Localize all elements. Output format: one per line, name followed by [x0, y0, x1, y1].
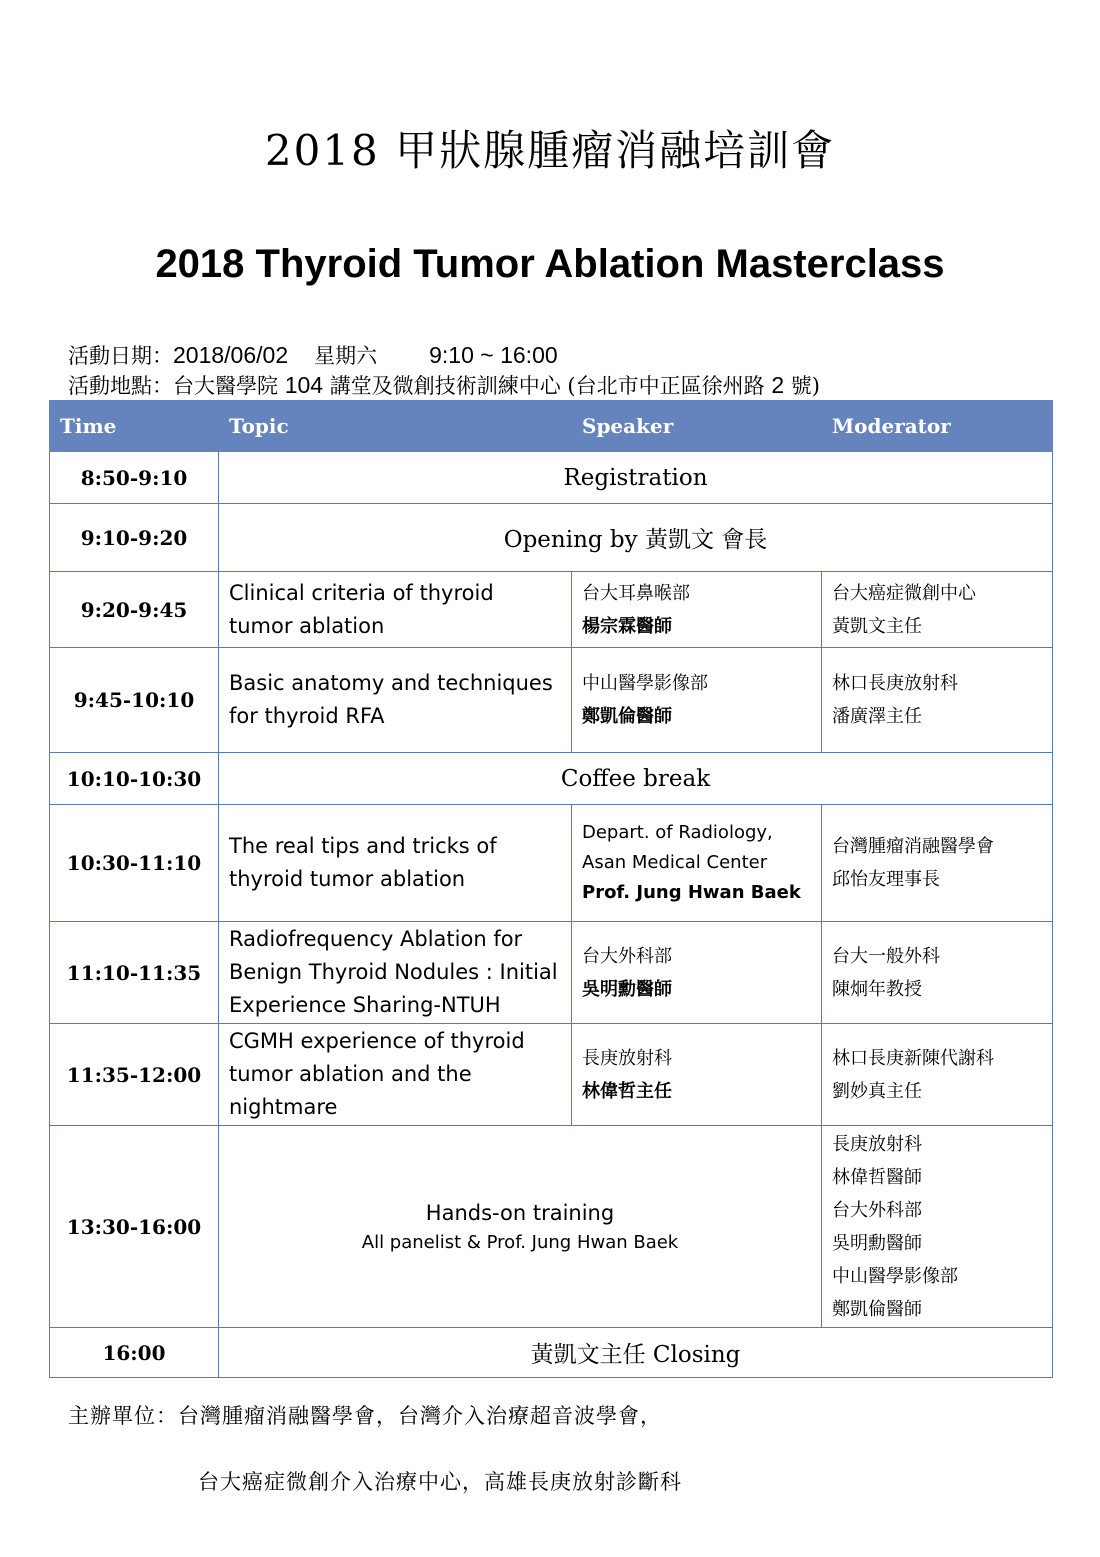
header-topic: Topic: [219, 401, 572, 452]
speaker-name: 鄭凱倫醫師: [582, 706, 672, 727]
row-time: 13:30-16:00: [50, 1126, 219, 1328]
speaker-dept: 台大外科部: [582, 945, 672, 967]
moderator-line: 台大外科部: [832, 1199, 922, 1221]
row-moderator: [822, 922, 1053, 1024]
moderator-name: 邱怡友理事長: [832, 869, 940, 890]
row-speaker: [572, 922, 822, 1024]
place-part-1: 台大醫學院: [173, 374, 278, 398]
table-row: [50, 648, 1053, 753]
row-speaker: [572, 1024, 822, 1126]
speaker-dept: 台大耳鼻喉部: [582, 582, 690, 604]
row-time: 8:50-9:10: [50, 452, 219, 504]
moderator-dept: 林口長庚新陳代謝科: [832, 1047, 994, 1069]
weekday: 星期六: [314, 344, 378, 368]
row-topic: CGMH experience of thyroid tumor ablation and the nightmare: [219, 1024, 572, 1126]
moderator-line: 林偉哲醫師: [832, 1166, 922, 1188]
row-time: 10:10-10:30: [50, 753, 219, 805]
table-row: [50, 452, 1053, 504]
row-moderator: [822, 1024, 1053, 1126]
moderator-dept: 台大一般外科: [832, 945, 940, 967]
speaker-name: 楊宗霖醫師: [582, 615, 672, 637]
place-part-3: 號): [790, 374, 820, 398]
header-speaker: Speaker: [572, 401, 822, 452]
header-time: Time: [50, 401, 219, 452]
row-topic: The real tips and tricks of thyroid tumor ablation: [219, 805, 572, 922]
row-opening: Opening by 黃凱文 會長: [219, 504, 1053, 572]
table-row: [50, 753, 1053, 805]
moderator-name: 陳炯年教授: [832, 978, 922, 1000]
speaker-dept: 中山醫學影像部: [582, 673, 708, 694]
hands-on-title: Hands-on training: [425, 1200, 615, 1225]
moderator-name: 潘廣澤主任: [832, 706, 922, 727]
row-registration: Registration: [219, 452, 1053, 504]
moderator-line: 長庚放射科: [832, 1133, 922, 1155]
date-value: 2018/06/02: [173, 342, 289, 368]
row-topic: Clinical criteria of thyroid tumor ablation: [219, 572, 572, 648]
event-date-line: [68, 340, 558, 370]
row-speaker: [572, 572, 822, 648]
moderator-dept: 林口長庚放射科: [832, 673, 958, 694]
table-row: [50, 1024, 1053, 1126]
row-moderator: [822, 1126, 1053, 1328]
moderator-line: 吳明勳醫師: [832, 1232, 922, 1254]
row-speaker: [572, 648, 822, 753]
row-topic: Basic anatomy and techniques for thyroid RFA: [219, 648, 572, 753]
row-topic: Radiofrequency Ablation for Benign Thyroid Nodules : Initial Experience Sharing-NTUH: [219, 922, 572, 1024]
speaker-institution: Asan Medical Center: [582, 852, 768, 873]
row-coffee-break: Coffee break: [219, 753, 1053, 805]
hands-on-subtitle: All panelist & Prof. Jung Hwan Baek: [361, 1231, 679, 1253]
row-moderator: [822, 648, 1053, 753]
place-room: 104: [284, 372, 324, 398]
row-time: 9:20-9:45: [50, 572, 219, 648]
place-label: 活動地點：: [68, 374, 173, 398]
row-time: 16:00: [50, 1328, 219, 1378]
moderator-dept: 台大癌症微創中心: [832, 582, 976, 604]
header-row: [50, 401, 1053, 452]
speaker-name: 林偉哲主任: [582, 1080, 672, 1102]
moderator-name: 劉妙真主任: [832, 1080, 922, 1102]
speaker-name: 吳明勳醫師: [582, 978, 672, 1000]
table-row: [50, 1126, 1053, 1328]
speaker-dept: Depart. of Radiology,: [582, 822, 773, 843]
row-time: 10:30-11:10: [50, 805, 219, 922]
moderator-line: 鄭凱倫醫師: [832, 1298, 922, 1320]
row-moderator: [822, 572, 1053, 648]
table-row: [50, 1328, 1053, 1378]
schedule-table: [49, 400, 1053, 1378]
speaker-name: Prof. Jung Hwan Baek: [582, 882, 801, 903]
moderator-dept: 台灣腫瘤消融醫學會: [832, 836, 994, 857]
event-place-line: [68, 370, 820, 400]
title-chinese: 2018 甲狀腺腫瘤消融培訓會: [264, 126, 836, 175]
row-speaker: [572, 805, 822, 922]
row-hands-on: [219, 1126, 822, 1328]
row-closing: 黃凱文主任 Closing: [219, 1328, 1053, 1378]
table-row: [50, 922, 1053, 1024]
row-time: 11:10-11:35: [50, 922, 219, 1024]
row-time: 9:10-9:20: [50, 504, 219, 572]
organizers-line-1: 主辦單位：台灣腫瘤消融醫學會，台灣介入治療超音波學會，: [68, 1404, 662, 1428]
time-range: 9:10 ~ 16:00: [429, 342, 558, 368]
speaker-dept: 長庚放射科: [582, 1047, 672, 1069]
header-moderator: Moderator: [822, 401, 1053, 452]
table-row: [50, 572, 1053, 648]
row-moderator: [822, 805, 1053, 922]
moderator-name: 黃凱文主任: [832, 615, 922, 637]
place-part-2: 講堂及微創技術訓練中心 (台北市中正區徐州路: [329, 374, 765, 398]
row-time: 11:35-12:00: [50, 1024, 219, 1126]
table-row: [50, 805, 1053, 922]
table-row: [50, 504, 1053, 572]
organizers-line-2: 台大癌症微創介入治療中心，高雄長庚放射診斷科: [198, 1470, 682, 1494]
place-number: 2: [771, 372, 785, 398]
title-english: 2018 Thyroid Tumor Ablation Masterclass: [155, 242, 945, 286]
moderator-line: 中山醫學影像部: [832, 1265, 958, 1287]
row-time: 9:45-10:10: [50, 648, 219, 753]
date-label: 活動日期：: [68, 344, 173, 368]
